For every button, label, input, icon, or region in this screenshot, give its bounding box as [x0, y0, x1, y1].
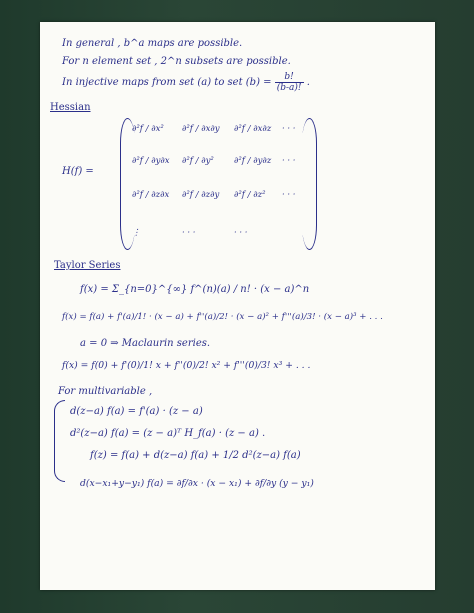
- hessian-cell: ∂²f / ∂x∂z: [234, 124, 272, 134]
- taylor-eq-3: a = 0 ⇒ Maclaurin series.: [80, 338, 211, 349]
- injective-fraction: [275, 72, 304, 93]
- hessian-cell: ∂²f / ∂y∂z: [234, 156, 272, 166]
- hessian-cell: · · ·: [282, 156, 296, 166]
- hessian-heading: Hessian: [50, 102, 91, 113]
- notebook-page: [40, 22, 435, 590]
- hessian-cell: · · ·: [282, 124, 296, 134]
- injective-numerator: b!: [275, 72, 304, 83]
- hessian-cell: ∂²f / ∂x²: [132, 124, 164, 134]
- multivariable-heading: For multivariable ,: [58, 386, 153, 397]
- hessian-cell: ∂²f / ∂x∂y: [182, 124, 220, 134]
- hessian-lhs: H(f) =: [62, 166, 94, 177]
- hessian-cell: ∂²f / ∂z∂y: [182, 190, 220, 200]
- taylor-eq-4: f(x) = f(0) + f'(0)/1! x + f''(0)/2! x² + f'''(0)/3! x³ + . . .: [62, 360, 311, 371]
- hessian-cell: ∂²f / ∂z²: [234, 190, 266, 200]
- note-line-3-end: .: [306, 77, 310, 88]
- hessian-cell: · · ·: [234, 228, 248, 238]
- multivariable-eq-1: d(z−a) f(a) = f'(a) · (z − a): [70, 406, 203, 417]
- hessian-cell: ∂²f / ∂z∂x: [132, 190, 170, 200]
- hessian-cell: ∂²f / ∂y²: [182, 156, 214, 166]
- hessian-cell: ⋮: [132, 228, 141, 238]
- note-line-3: [62, 72, 310, 93]
- injective-denominator: (b-a)!: [276, 83, 302, 93]
- note-line-1: In general , b^a maps are possible.: [62, 38, 243, 49]
- taylor-eq-2: f(x) = f(a) + f'(a)/1! · (x − a) + f''(a)/2! · (x − a)² + f'''(a)/3! · (x − a)³ + . . .: [62, 312, 383, 322]
- note-line-2: For n element set , 2^n subsets are possible.: [62, 56, 291, 67]
- hessian-matrix: [132, 120, 312, 250]
- multivariable-eq-2: d²(z−a) f(a) = (z − a)ᵀ H_f(a) · (z − a) .: [70, 428, 266, 439]
- multivariable-eq-3: f(z) = f(a) + d(z−a) f(a) + 1/2 d²(z−a) f(a): [90, 450, 301, 461]
- note-line-3-text: In injective maps from set (a) to set (b) =: [62, 77, 272, 88]
- multivariable-brace: [54, 400, 65, 482]
- taylor-heading: Taylor Series: [54, 260, 121, 271]
- multivariable-eq-4: d(x−x₁+y−y₁) f(a) = ∂f/∂x · (x − x₁) + ∂f/∂y (y − y₁): [80, 478, 314, 489]
- taylor-eq-1: f(x) = Σ_{n=0}^{∞} f^(n)(a) / n! · (x − a)^n: [80, 284, 310, 295]
- hessian-cell: · · ·: [282, 190, 296, 200]
- hessian-cell: ∂²f / ∂y∂x: [132, 156, 170, 166]
- hessian-cell: · · ·: [182, 228, 196, 238]
